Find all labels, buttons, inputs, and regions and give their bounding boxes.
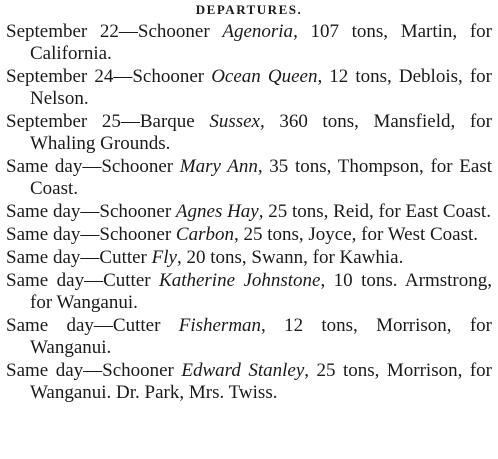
entry-details: , 25 tons, Joyce, for West Coast.	[233, 224, 479, 245]
departure-entry	[6, 66, 492, 110]
departure-entry	[6, 270, 492, 314]
section-heading: DEPARTURES.	[195, 2, 303, 17]
entry-date-vessel-type: Same day—Cutter	[6, 270, 160, 291]
entry-details: , 12 tons, Morrison, for Wanganui.	[30, 315, 492, 358]
departure-entry	[6, 247, 492, 269]
entry-date-vessel-type: Same day—Schooner	[6, 156, 180, 177]
vessel-name: Mary Ann	[179, 156, 258, 177]
vessel-name: Fly	[151, 247, 177, 268]
entry-details: , 20 tons, Swann, for Kawhia.	[176, 247, 404, 268]
vessel-name: Carbon	[175, 224, 234, 245]
entry-details: , 25 tons, Reid, for East Coast.	[258, 201, 491, 222]
entry-details: , 360 tons, Mansfield, for Whaling Grounds.	[30, 111, 492, 154]
departure-entry	[6, 224, 492, 246]
entry-details: , 25 tons, Morrison, for Wanganui. Dr. Park, Mrs. Twiss.	[30, 360, 492, 403]
entry-date-vessel-type: September 24—Schooner	[6, 66, 212, 87]
departure-entry	[6, 201, 492, 223]
departure-entry	[6, 156, 492, 200]
entry-date-vessel-type: Same day—Schooner	[6, 360, 182, 381]
vessel-name: Ocean Queen	[211, 66, 318, 87]
departure-entry	[6, 360, 492, 404]
vessel-name: Agenoria	[222, 21, 294, 42]
entry-date-vessel-type: Same day—Cutter	[6, 247, 152, 268]
entry-details: , 10 tons. Armstrong, for Wanganui.	[30, 270, 492, 313]
departure-entry	[6, 315, 492, 359]
vessel-name: Edward Stanley	[181, 360, 305, 381]
entry-date-vessel-type: September 22—Schooner	[6, 21, 223, 42]
vessel-name: Katherine Johnstone	[159, 270, 321, 291]
vessel-name: Sussex	[209, 111, 260, 132]
entry-details: , 107 tons, Martin, for California.	[30, 21, 492, 64]
departure-entry	[6, 111, 492, 155]
vessel-name: Fisherman	[178, 315, 262, 336]
entry-date-vessel-type: Same day—Cutter	[6, 315, 179, 336]
entry-date-vessel-type: Same day—Schooner	[6, 201, 176, 222]
entry-details: , 35 tons, Thompson, for East Coast.	[30, 156, 492, 199]
entry-date-vessel-type: Same day—Schooner	[6, 224, 176, 245]
departure-entry	[6, 21, 492, 65]
entry-date-vessel-type: September 25—Barque	[6, 111, 210, 132]
vessel-name: Agnes Hay	[175, 201, 259, 222]
entry-details: , 12 tons, Deblois, for Nelson.	[30, 66, 492, 109]
